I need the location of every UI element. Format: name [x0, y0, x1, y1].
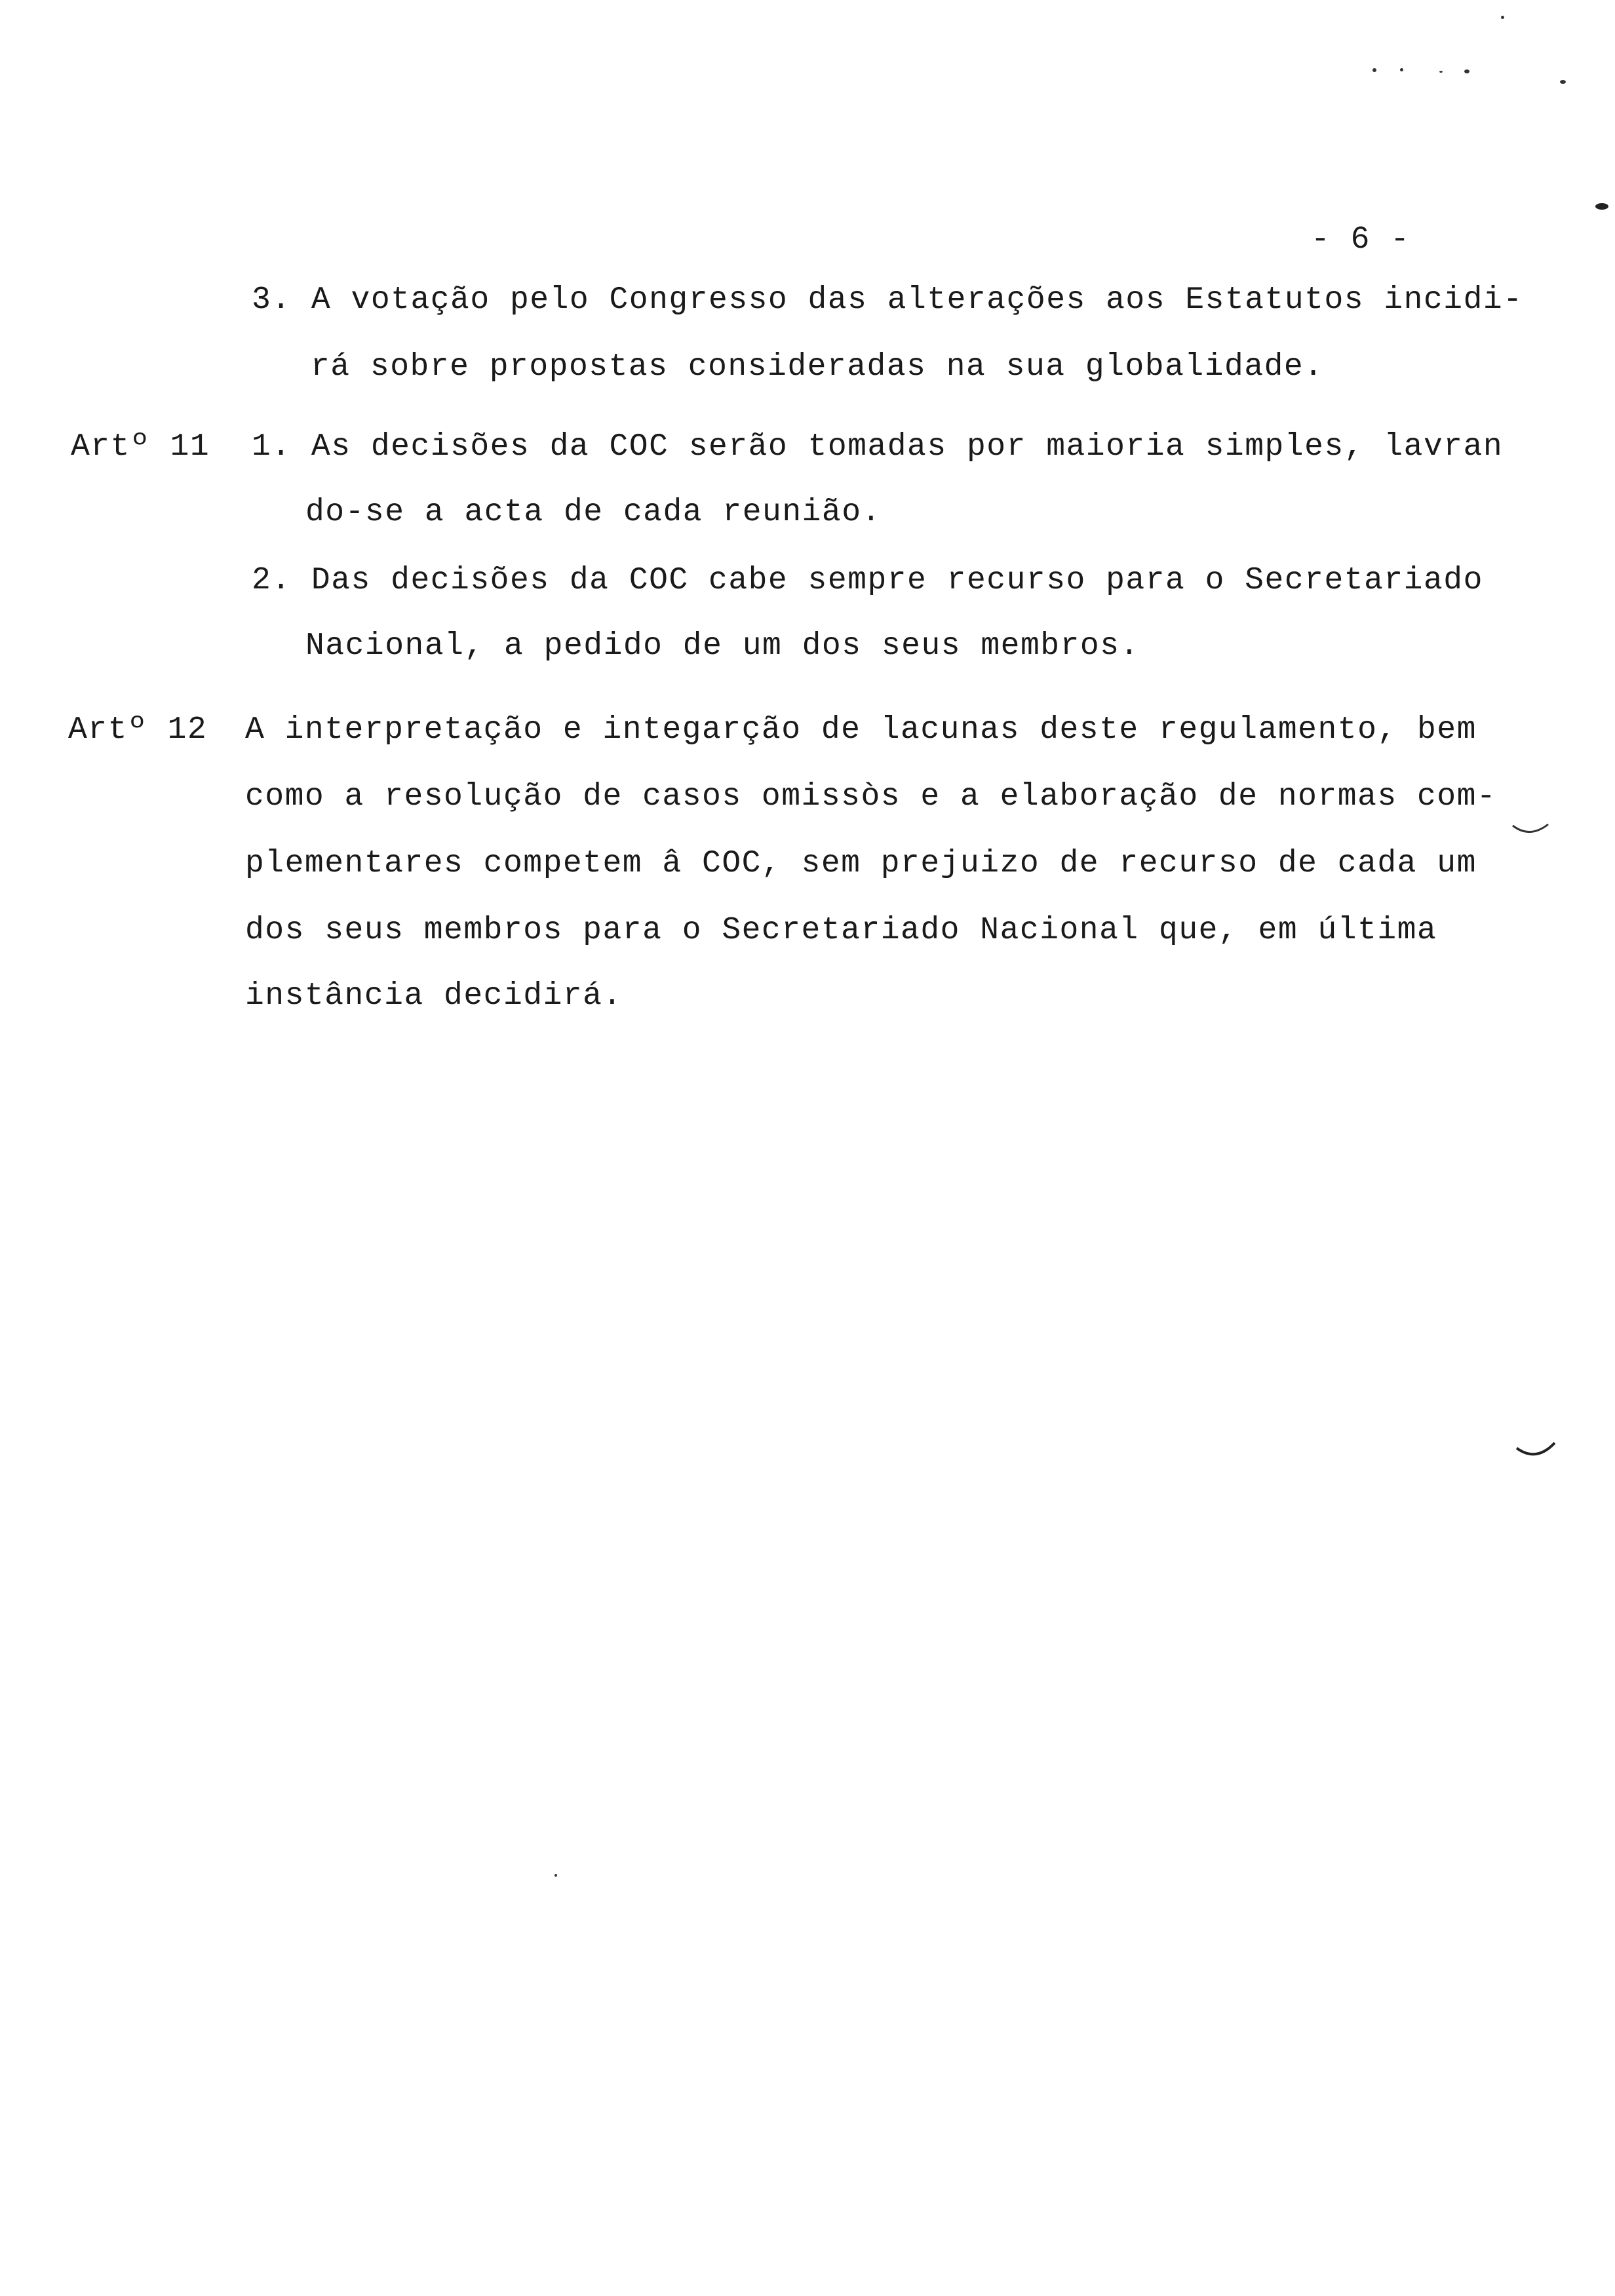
art-11-item-2-line-1: 2. Das decisões da COC cabe sempre recurso para o Secretariado	[252, 563, 1483, 598]
margin-mark	[1595, 203, 1608, 210]
scan-speck	[1464, 69, 1469, 73]
art-12-line-3: plementares competem â COC, sem prejuizo de recurso de cada um	[245, 846, 1477, 881]
page-number: - 6 -	[1311, 222, 1411, 258]
art-12-line-5: instância decidirá.	[245, 978, 623, 1014]
scan-speck	[1439, 71, 1443, 73]
art-12-line-1: A interpretação e integarção de lacunas deste regulamento, bem	[245, 712, 1477, 748]
art-11-item-1-line-1: 1. As decisões da COC serão tomadas por maioria simples, lavran	[252, 429, 1504, 465]
art-11-label: Artº 11	[71, 429, 210, 465]
scan-speck	[555, 1874, 557, 1877]
margin-tick-mark	[1511, 819, 1551, 839]
para-3-line-2: rá sobre propostas consideradas na sua globalidade.	[311, 349, 1324, 385]
art-12-line-4: dos seus membros para o Secretariado Nacional que, em última	[245, 913, 1437, 948]
scan-speck	[1372, 68, 1376, 72]
scan-speck	[1560, 80, 1566, 84]
scan-speck	[1400, 68, 1403, 71]
para-3-line-1: 3. A votação pelo Congresso das alterações aos Estatutos incidi-	[252, 282, 1523, 318]
art-12-label: Artº 12	[68, 712, 208, 748]
art-11-item-1-line-2: do-se a acta de cada reunião.	[305, 495, 882, 530]
art-12-line-2: como a resolução de casos omissòs e a elaboração de normas com-	[245, 779, 1497, 814]
margin-tick-mark	[1515, 1439, 1557, 1463]
art-11-item-2-line-2: Nacional, a pedido de um dos seus membros.	[305, 628, 1140, 664]
scan-speck	[1501, 16, 1504, 19]
